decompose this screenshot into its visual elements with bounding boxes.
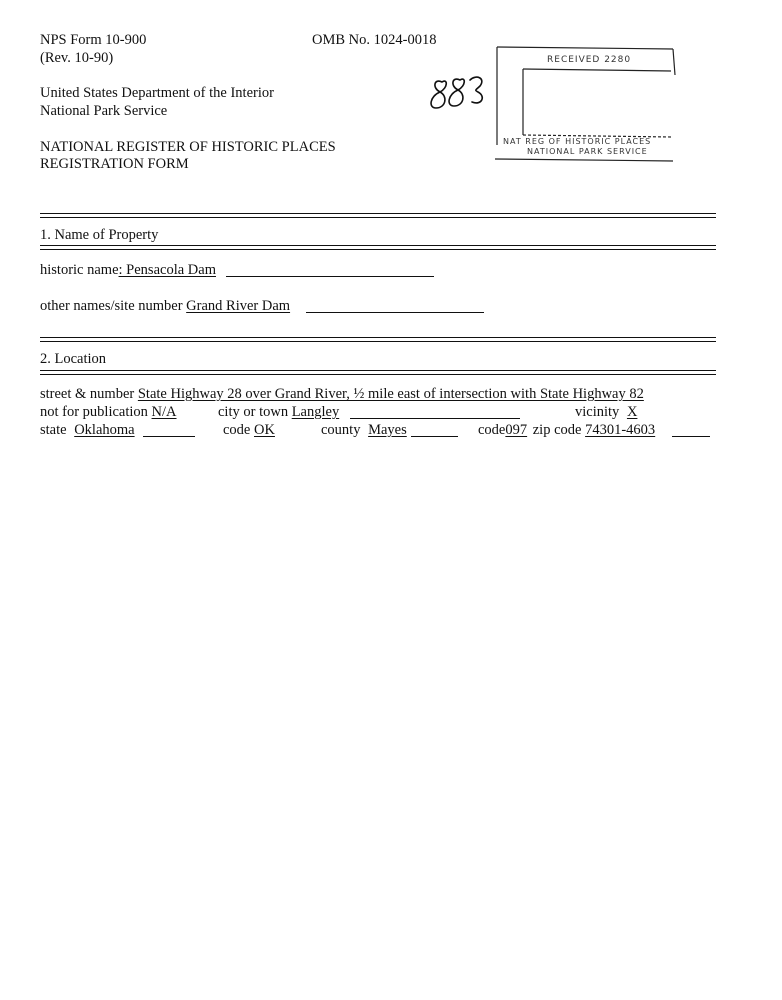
state-code-field <box>223 421 275 439</box>
stamp-line1: NAT REG OF HISTORIC PLACES <box>503 137 652 146</box>
other-names-value: Grand River Dam <box>186 298 291 314</box>
vicinity-field <box>575 403 637 421</box>
stamp-received: RECEIVED 2280 <box>547 55 632 65</box>
city-underline <box>350 403 520 419</box>
section1-heading: 1. Name of Property <box>40 227 159 243</box>
omb-number: OMB No. 1024-0018 <box>312 32 437 48</box>
received-stamp <box>493 45 677 163</box>
section-divider <box>40 337 716 342</box>
department-name: United States Department of the Interior <box>40 85 274 101</box>
not-for-publication-value: N/A <box>151 404 177 420</box>
zip-underline <box>672 421 710 437</box>
state-label: state <box>40 422 67 438</box>
county-code-value: 097 <box>505 422 528 438</box>
county-underline <box>411 421 458 437</box>
street-field <box>40 385 644 403</box>
county-code-label: code <box>478 422 506 438</box>
form-title-line2: REGISTRATION FORM <box>40 156 189 172</box>
city-field <box>218 403 339 421</box>
stamp-line2: NATIONAL PARK SERVICE <box>527 147 648 156</box>
city-value: Langley <box>291 404 340 420</box>
state-code-value: OK <box>254 422 275 438</box>
historic-name-label: historic name <box>40 262 119 278</box>
street-value: State Highway 28 over Grand River, ½ mile east of intersection with State Highway 82 <box>137 386 644 402</box>
zip-label: zip code <box>532 422 582 438</box>
historic-name-value: : Pensacola Dam <box>118 262 216 278</box>
state-field <box>40 421 135 439</box>
street-label: street & number <box>40 386 135 402</box>
service-name: National Park Service <box>40 103 168 119</box>
other-names-field <box>40 297 290 315</box>
city-label: city or town <box>218 404 289 420</box>
form-title-line1: NATIONAL REGISTER OF HISTORIC PLACES <box>40 139 336 155</box>
state-code-label: code <box>223 422 251 438</box>
vicinity-value: X <box>626 404 638 420</box>
handwritten-number <box>428 70 492 120</box>
historic-name-field <box>40 261 216 279</box>
section-divider <box>40 213 716 218</box>
vicinity-label: vicinity <box>575 404 620 420</box>
form-revision: (Rev. 10-90) <box>40 50 114 66</box>
state-value: Oklahoma <box>74 422 135 438</box>
section-divider <box>40 370 716 375</box>
county-value: Mayes <box>368 422 407 438</box>
not-for-publication-label: not for publication <box>40 404 148 420</box>
county-code-field <box>478 421 655 439</box>
county-label: county <box>321 422 361 438</box>
other-names-label: other names/site number <box>40 298 183 314</box>
form-number: NPS Form 10-900 <box>40 32 147 48</box>
section-divider <box>40 245 716 250</box>
other-names-underline <box>306 297 484 313</box>
zip-value: 74301-4603 <box>585 422 656 438</box>
county-field <box>321 421 407 439</box>
historic-name-underline <box>226 261 434 277</box>
not-for-publication-field <box>40 403 177 421</box>
section2-heading: 2. Location <box>40 351 107 367</box>
state-underline <box>143 421 195 437</box>
